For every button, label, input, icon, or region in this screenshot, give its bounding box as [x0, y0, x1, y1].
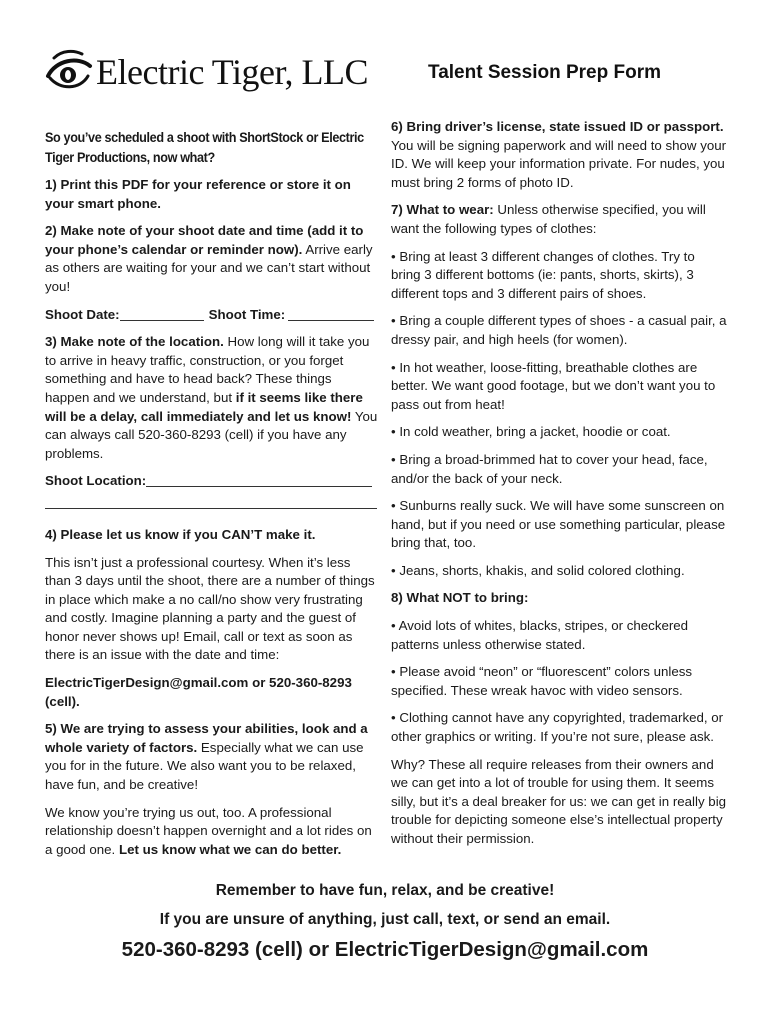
- section-5-text: Especially what we can use you for in the future. We also want you to be relaxed, have fun, and be creative!: [45, 739, 364, 793]
- section-6-heading: 6) Bring driver’s license, state issued ID or passport.: [391, 119, 724, 134]
- shoot-time-field[interactable]: [288, 306, 374, 321]
- closing-paragraph: [45, 804, 379, 860]
- closing-text: We know you’re trying us out, too. A professional relationship doesn’t happen overnight and a lot rides on a good one.: [45, 804, 372, 857]
- wear-item: • In cold weather, bring a jacket, hoodie or coat.: [391, 424, 671, 440]
- not-bring-item: • Please avoid “neon” or “fluorescent” colors unless specified. These wreak havoc with video sensors.: [391, 664, 693, 698]
- section-4-title: 4) Please let us know if you CAN’T make it.: [45, 526, 316, 542]
- shoot-time-label: Shoot Time:: [208, 306, 286, 322]
- not-bring-item: • Avoid lots of whites, blacks, stripes, or checkered patterns unless otherwise stated.: [391, 618, 689, 652]
- section-2: [45, 222, 379, 296]
- section-6-text: You will be signing paperwork and will need to show your ID. We will keep your information private. For nudes, you must bring 2 forms of photo ID.: [391, 137, 727, 190]
- wear-item: • Jeans, shorts, khakis, and solid colored clothing.: [391, 562, 685, 578]
- shoot-location-field-2[interactable]: [45, 507, 377, 509]
- footer-line-2: If you are unsure of anything, just call, text, or send an email.: [159, 911, 611, 928]
- shoot-location-field[interactable]: [146, 472, 372, 487]
- section-1-text: 1) Print this PDF for your reference or store it on your smart phone.: [45, 177, 351, 211]
- section-3: [45, 333, 379, 463]
- right-column: [391, 118, 727, 858]
- section-7-text: Unless otherwise specified, you will want the following types of clothes:: [391, 202, 706, 236]
- section-3-text: How long will it take you to arrive in heavy traffic, construction, or you forget something and have to head back? These things happen and we understand, but: [45, 334, 370, 405]
- page-header: [44, 46, 734, 106]
- section-8-title: 8) What NOT to bring:: [391, 590, 529, 606]
- shoot-date-field[interactable]: [120, 306, 204, 321]
- section-2-text: Arrive early as others are waiting for your and we can’t start without you!: [45, 241, 373, 294]
- form-title: Talent Session Prep Form: [428, 62, 661, 83]
- company-logo: [44, 46, 368, 98]
- section-3-text-2: You can always call 520-360-8293 (cell) if you have any problems.: [45, 408, 378, 461]
- wear-item: • In hot weather, loose-fitting, breathable clothes are better. We want good footage, but we don’t want you to pass out from heat!: [391, 359, 716, 412]
- closing-emphasis: Let us know what we can do better.: [118, 841, 342, 857]
- section-4-text: This isn’t just a professional courtesy. When it’s less than 3 days until the shoot, there are a number of things in place which make a no call/no show very frustrating and costly. Imagine planning a party and the guest of honor never shows up! Email, call or text as soon as there is an issue with the date and time:: [45, 554, 375, 663]
- left-column: [45, 118, 379, 868]
- shoot-date-time-row: [45, 306, 379, 325]
- section-4-heading: [45, 526, 379, 545]
- section-4-contact-text: ElectricTigerDesign@gmail.com or 520-360-8293 (cell).: [45, 675, 352, 709]
- wear-item: • Sunburns really suck. We will have some sunscreen on hand, but if you need or use something particular, please bring that, too.: [391, 498, 726, 551]
- section-8-heading: [391, 589, 727, 608]
- section-3-heading: 3) Make note of the location.: [45, 334, 224, 350]
- wear-item: • Bring a couple different types of shoes - a casual pair, a dressy pair, and high heels (for women).: [391, 313, 727, 347]
- section-4-contact: [45, 674, 379, 711]
- tiger-eye-icon: [44, 46, 94, 98]
- why-paragraph: Why? These all require releases from their owners and we can get into a lot of trouble for using them. It seems silly, but it’s a deal breaker for us: we can get in really big trouble for depicting someone else’s intellectual property without their permission.: [391, 756, 727, 846]
- footer-line-1: Remember to have fun, relax, and be creative!: [215, 882, 555, 899]
- wear-item: • Bring a broad-brimmed hat to cover your head, face, and/or the back of your neck.: [391, 451, 708, 486]
- section-5-heading: 5) We are trying to assess your abilities, look and a whole variety of factors.: [45, 721, 368, 755]
- shoot-location-label: Shoot Location:: [45, 473, 147, 489]
- section-7: [391, 201, 727, 238]
- section-2-heading: 2) Make note of your shoot date and time (add it to your phone’s calendar or reminder now).: [45, 223, 364, 257]
- section-7-heading: 7) What to wear:: [391, 202, 494, 218]
- not-bring-item: • Clothing cannot have any copyrighted, trademarked, or other graphics or writing. If you’re not sure, please ask.: [391, 710, 724, 745]
- section-5: [45, 720, 379, 794]
- wear-item: • Bring at least 3 different changes of clothes. Try to bring 3 different bottoms (ie: pants, shorts, skirts), 3 different tops and 3 different pairs of shoes.: [391, 248, 695, 301]
- section-6: [391, 118, 727, 192]
- shoot-date-label: Shoot Date:: [45, 306, 120, 322]
- footer-contact: 520-360-8293 (cell) or ElectricTigerDesign@gmail.com: [121, 938, 649, 961]
- intro-heading: So you’ve scheduled a shoot with ShortStock or Electric Tiger Productions, now what?: [45, 130, 364, 165]
- section-1: [45, 176, 379, 213]
- section-3-emphasis: if it seems like there will be a delay, call immediately and let us know!: [45, 389, 363, 424]
- company-name: Electric Tiger, LLC: [96, 52, 369, 92]
- shoot-location-row: [45, 472, 379, 491]
